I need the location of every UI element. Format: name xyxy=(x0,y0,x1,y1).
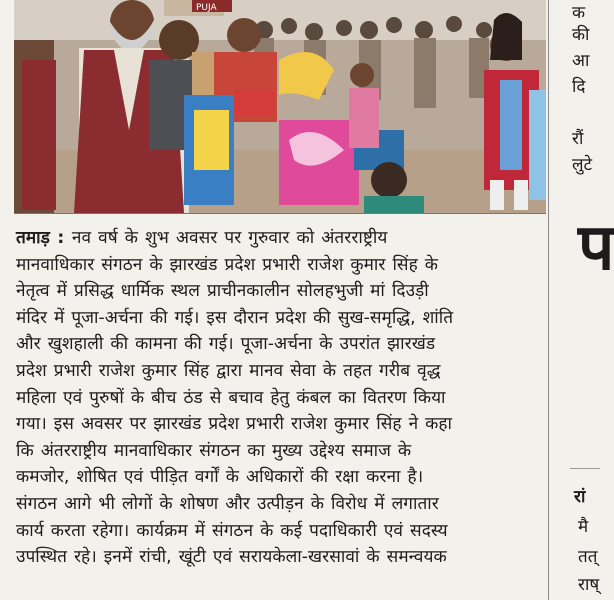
photo-blanket-distribution xyxy=(14,0,546,213)
side-fragment: तत् xyxy=(578,547,598,567)
article-line: प्रदेश प्रभारी राजेश कुमार सिंह द्वारा मानव सेवा के तहत गरीब वृद्ध xyxy=(16,360,441,381)
article-line-1 xyxy=(16,225,542,252)
article-line: मंदिर में पूजा-अर्चना की गई। इस दौरान प्रदेश की सुख-समृद्धि, शांति xyxy=(16,307,454,328)
dateline-separator: : xyxy=(49,228,72,248)
side-fragment: क xyxy=(572,3,586,23)
news-photo xyxy=(14,0,546,214)
side-fragment: राष् xyxy=(578,575,600,595)
side-fragment: रौं xyxy=(572,129,584,149)
article-line: मानवाधिकार संगठन के झारखंड प्रदेश प्रभारी राजेश कुमार सिंह के xyxy=(16,254,439,275)
side-fragment: मै xyxy=(578,517,589,537)
side-fragment: की xyxy=(572,25,590,45)
article-line: कार्य करता रहेगा। कार्यक्रम में संगठन के कई पदाधिकारी एवं सदस्य xyxy=(16,520,448,541)
article-body xyxy=(16,225,542,571)
article-line: गया। इस अवसर पर झारखंड प्रदेश प्रभारी राजेश कुमार सिंह ने कहा xyxy=(16,414,453,435)
side-divider xyxy=(570,468,600,469)
article-text: नव वर्ष के शुभ अवसर पर गुरुवार को अंतरराष्ट्रीय xyxy=(71,228,388,248)
side-fragment: लुटे xyxy=(572,155,593,175)
article-line: और खुशहाली की कामना की गई। पूजा-अर्चना के उपरांत झारखंड xyxy=(16,334,436,355)
adjacent-column xyxy=(550,0,614,600)
article-line: नेतृत्व में प्रसिद्ध धार्मिक स्थल प्राचीनकालीन सोलहभुजी मां दिउड़ी xyxy=(16,281,429,302)
article-line: उपस्थित रहे। इनमें रांची, खूंटी एवं सरायकेला-खरसावां के समन्वयक xyxy=(16,547,447,568)
article-line: कि अंतरराष्ट्रीय मानवाधिकार संगठन का मुख्य उद्देश्य समाज के xyxy=(16,440,412,461)
side-subhead-fragment: रां xyxy=(574,487,586,507)
article-line: महिला एवं पुरुषों के बीच ठंड से बचाव हेतु कंबल का वितरण किया xyxy=(16,387,446,408)
article-line: कमजोर, शोषित एवं पीड़ित वर्गों के अधिकारों की रक्षा करना है। xyxy=(16,467,424,488)
side-headline-fragment: प xyxy=(578,211,614,285)
news-clipping xyxy=(10,0,549,600)
photo-sign-text: PUJA xyxy=(196,3,217,13)
side-fragment: दि xyxy=(572,77,586,97)
article-dateline: तमाड़ xyxy=(16,228,50,248)
side-fragment: आ xyxy=(572,51,590,71)
article-line: संगठन आगे भी लोगों के शोषण और उत्पीड़न के विरोध में लगातार xyxy=(16,493,439,514)
